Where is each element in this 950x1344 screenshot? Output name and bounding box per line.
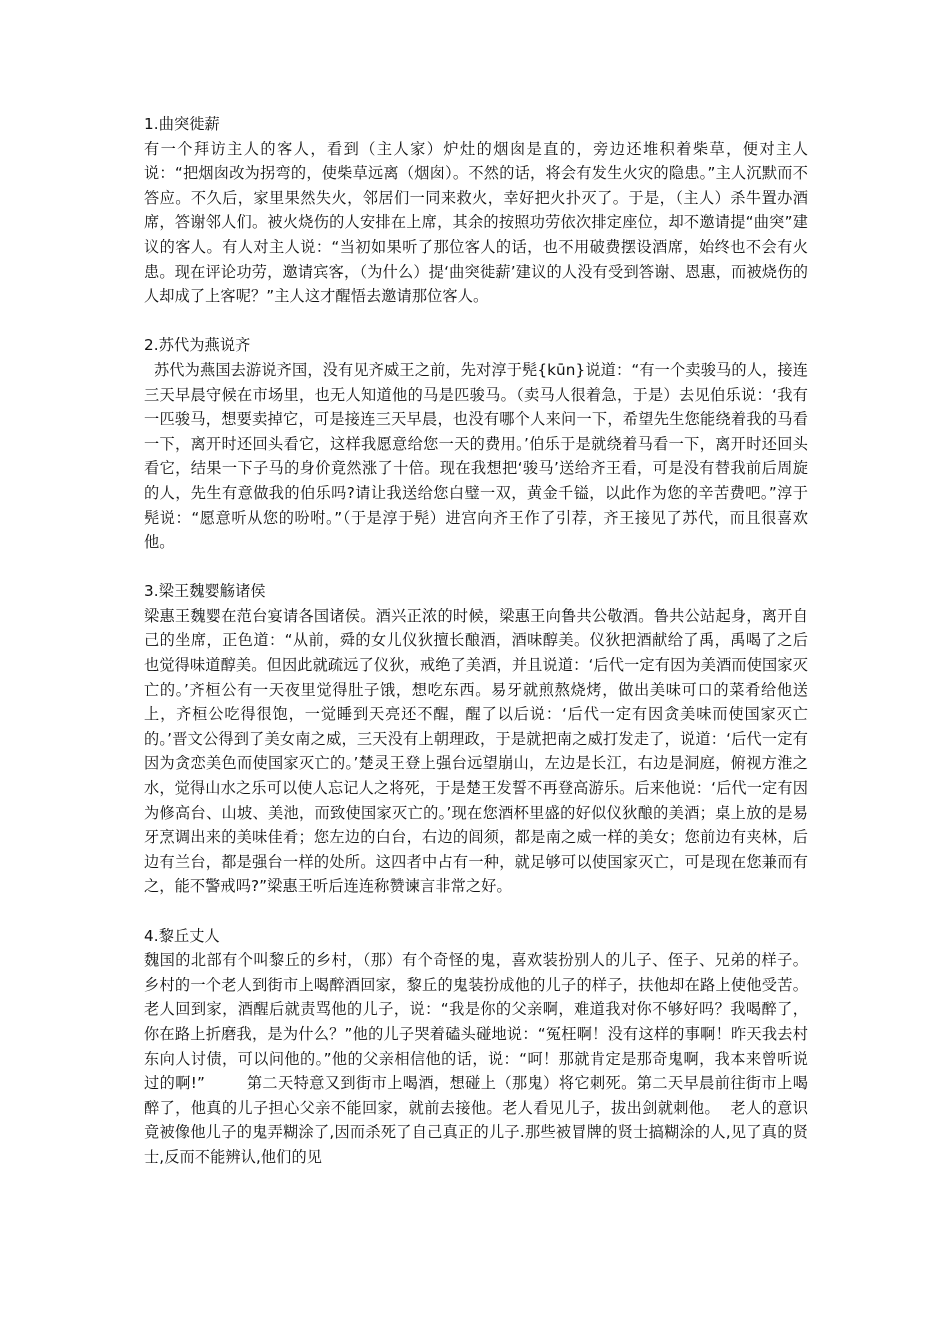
- story-title: 3.梁王魏婴觞诸侯: [144, 582, 266, 601]
- document-page: [144, 112, 848, 1194]
- story-title: 1.曲突徙薪: [144, 115, 220, 133]
- story-title: 4.黎丘丈人: [144, 926, 220, 945]
- story-paragraph: 魏国的北部有个叫黎丘的乡村，（那）有个奇怪的鬼，喜欢装扮别人的儿子、侄子、兄弟的样子。乡村的一个老人到街市上喝醉酒回家，黎丘的鬼装扮成他的儿子的样子，扶他却在路上使他受苦。 老人回到家，酒醒后就责骂他的儿子，说：“我是你的父亲啊，难道我对你不够好吗？我喝醉了，你在路上折磨我，是为什么？”他的儿子哭着磕头碰地说：“冤枉啊！没有这样的事啊！昨天我去村东向人讨债，可以问他的。”他的父亲相信他的话，说：“呵！那就肯定是那奇鬼啊，我本来曾听说过的啊!” 第二天特意又到街市上喝酒，想碰上（那鬼）将它刺死。第二天早晨前往街市上喝醉了，他真的儿子担心父亲不能回家，就前去接他。老人看见儿子，拔出剑就刺他。 老人的意识竟被像他儿子的鬼弄糊涂了,因而杀死了自己真正的儿子.那些被冒牌的贤士搞糊涂的人,见了真的贤士,反而不能辨认,他们的见: [144, 951, 848, 1166]
- story-section-1: [144, 112, 808, 309]
- story-paragraph: 梁惠王魏婴在范台宴请各国诸侯。酒兴正浓的时候，梁惠王向鲁共公敬酒。鲁共公站起身，离开自己的坐席，正色道：“从前，舜的女儿仪狄擅长酿酒，酒味醇美。仪狄把酒献给了禹，禹喝了之后也觉得味道醇美。但因此就疏远了仪狄，戒绝了美酒，并且说道：‘后代一定有因为美酒而使国家灭亡的。’齐桓公有一天夜里觉得肚子饿，想吃东西。易牙就煎熬烧烤，做出美味可口的菜肴给他送上，齐桓公吃得很饱，一觉睡到天亮还不醒，醒了以后说：‘后代一定有因贪美味而使国家灭亡的。’晋文公得到了美女南之威，三天没有上朝理政，于是就把南之威打发走了，说道：‘后代一定有因为贪恋美色而使国家灭亡的。’楚灵王登上强台远望崩山，左边是长江，右边是洞庭，俯视方淮之水，觉得山水之乐可以使人忘记人之将死，于是楚王发誓不再登高游乐。后来他说：‘后代一定有因为修高台、山坡、美池，而致使国家灭亡的。’现在您酒杯里盛的好似仪狄酿的美酒；桌上放的是易牙烹调出来的美味佳肴；您左边的白台，右边的闾须，都是南之威一样的美女；您前边有夹林，后边有兰台，都是强台一样的处所。这四者中占有一种，就足够可以使国家灭亡，可是现在您兼而有之，能不警戒吗?”梁惠王听后连连称赞谏言非常之好。: [144, 606, 808, 896]
- story-section-4: [144, 924, 848, 1170]
- story-title: 2.苏代为燕说齐: [144, 336, 251, 355]
- story-section-2: [144, 333, 808, 554]
- story-section-3: [144, 579, 808, 899]
- story-paragraph: 苏代为燕国去游说齐国，没有见齐威王之前，先对淳于髡{kūn}说道：“有一个卖骏马的人，接连三天早晨守候在市场里，也无人知道他的马是匹骏马。（卖马人很着急，于是）去见伯乐说：‘我有一匹骏马，想要卖掉它，可是接连三天早晨，也没有哪个人来问一下，希望先生您能绕着我的马看一下，离开时还回头看它，这样我愿意给您一天的费用。’伯乐于是就绕着马看一下，离开时还回头看它，结果一下子马的身价竟然涨了十倍。现在我想把‘骏马’送给齐王看，可是没有替我前后周旋的人，先生有意做我的伯乐吗?请让我送给您白璧一双，黄金千镒，以此作为您的辛苦费吧。”淳于髡说：“愿意听从您的吩咐。”（于是淳于髡）进宫向齐王作了引荐，齐王接见了苏代，而且很喜欢他。: [144, 360, 809, 552]
- story-paragraph: 有一个拜访主人的客人，看到（主人家）炉灶的烟囱是直的，旁边还堆积着柴草，便对主人说：“把烟囱改为拐弯的，使柴草远离（烟囱）。不然的话，将会有发生火灾的隐患。”主人沉默而不答应。不久后，家里果然失火，邻居们一同来救火，幸好把火扑灭了。于是，（主人）杀牛置办酒席，答谢邻人们。被火烧伤的人安排在上席，其余的按照功劳依次排定座位，却不邀请提“曲突”建议的客人。有人对主人说：“当初如果听了那位客人的话，也不用破费摆设酒席，始终也不会有火患。现在评论功劳，邀请宾客，（为什么）提‘曲突徙薪’建议的人没有受到答谢、恩惠，而被烧伤的人却成了上客呢？”主人这才醒悟去邀请那位客人。: [144, 139, 808, 306]
